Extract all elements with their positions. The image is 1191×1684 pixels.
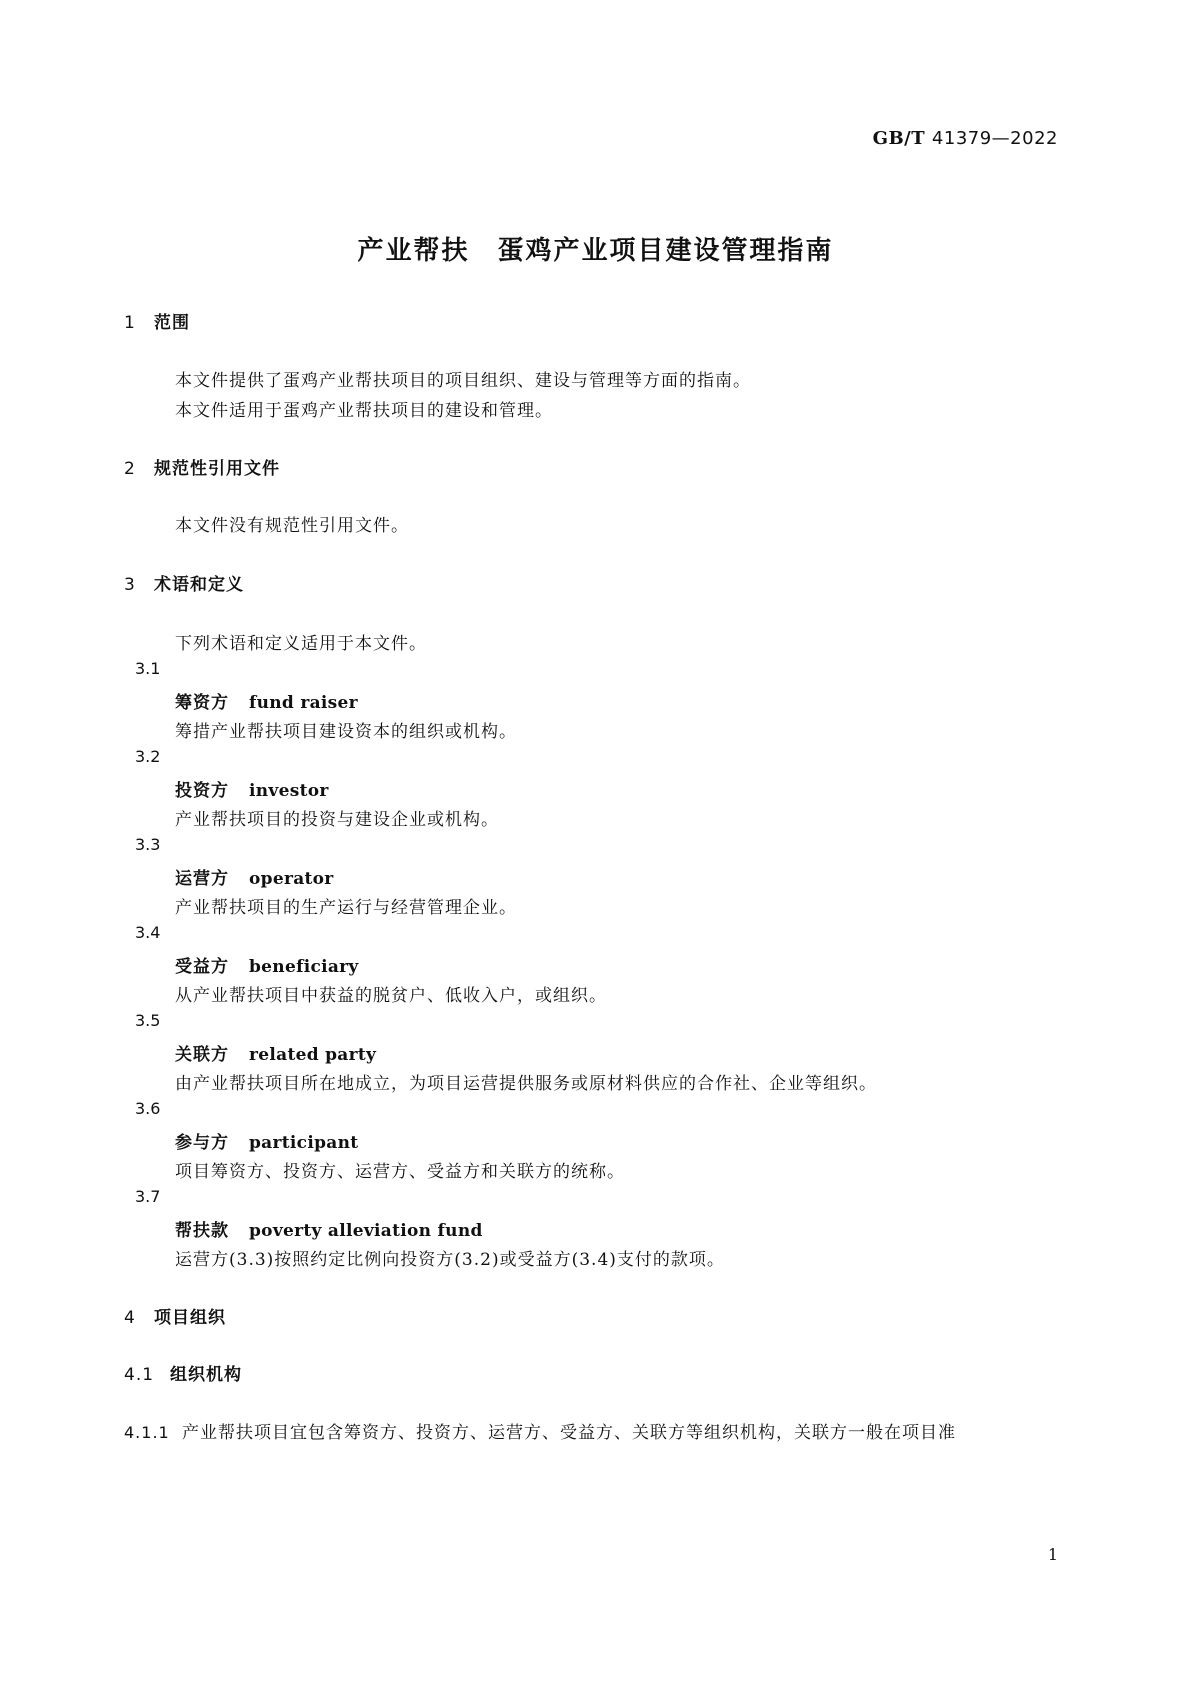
term-definition: 运营方(3.3)按照约定比例向投资方(3.2)或受益方(3.4)支付的款项。 xyxy=(175,1250,725,1270)
paragraph: 本文件没有规范性引用文件。 xyxy=(175,516,409,536)
standard-code: 41379—2022 xyxy=(931,128,1058,149)
term-number: 3.7 xyxy=(135,1187,161,1206)
section-title: 术语和定义 xyxy=(154,575,244,595)
section-4-heading xyxy=(124,1303,226,1328)
clause-4-1-1 xyxy=(124,1418,956,1443)
paragraph: 本文件提供了蛋鸡产业帮扶项目的项目组织、建设与管理等方面的指南。 xyxy=(175,371,751,391)
term-zh: 投资方 xyxy=(175,781,229,801)
term-en: beneficiary xyxy=(249,957,359,977)
term-entry xyxy=(175,952,359,977)
term-entry xyxy=(175,688,358,713)
term-number: 3.1 xyxy=(135,659,161,678)
term-definition: 由产业帮扶项目所在地成立，为项目运营提供服务或原材料供应的合作社、企业等组织。 xyxy=(175,1074,877,1094)
section-title: 范围 xyxy=(154,313,190,333)
term-definition: 项目筹资方、投资方、运营方、受益方和关联方的统称。 xyxy=(175,1162,625,1182)
term-entry xyxy=(175,864,334,889)
subsection-title: 组织机构 xyxy=(170,1365,242,1385)
term-number: 3.6 xyxy=(135,1099,161,1118)
term-definition: 从产业帮扶项目中获益的脱贫户、低收入户，或组织。 xyxy=(175,986,607,1006)
term-entry xyxy=(175,1128,358,1153)
paragraph: 本文件适用于蛋鸡产业帮扶项目的建设和管理。 xyxy=(175,401,553,421)
term-zh: 帮扶款 xyxy=(175,1221,229,1241)
section-number: 4 xyxy=(124,1308,136,1328)
term-zh: 运营方 xyxy=(175,869,229,889)
subsection-4-1-heading xyxy=(124,1360,242,1385)
term-entry xyxy=(175,1216,483,1241)
term-zh: 关联方 xyxy=(175,1045,229,1065)
term-zh: 受益方 xyxy=(175,957,229,977)
page-number: 1 xyxy=(1047,1545,1058,1564)
term-en: operator xyxy=(249,869,334,889)
term-definition: 产业帮扶项目的投资与建设企业或机构。 xyxy=(175,810,499,830)
term-en: investor xyxy=(249,781,329,801)
term-zh: 筹资方 xyxy=(175,693,229,713)
term-number: 3.5 xyxy=(135,1011,161,1030)
term-zh: 参与方 xyxy=(175,1133,229,1153)
section-title: 项目组织 xyxy=(154,1308,226,1328)
clause-text: 产业帮扶项目宜包含筹资方、投资方、运营方、受益方、关联方等组织机构，关联方一般在项目准 xyxy=(182,1423,956,1443)
section-2-heading xyxy=(124,454,280,479)
term-number: 3.3 xyxy=(135,835,161,854)
clause-number: 4.1.1 xyxy=(124,1423,170,1442)
section-number: 3 xyxy=(124,575,136,595)
section-number: 2 xyxy=(124,459,136,479)
standard-number xyxy=(873,128,1058,149)
standard-prefix: GB/T xyxy=(872,128,926,149)
term-definition: 筹措产业帮扶项目建设资本的组织或机构。 xyxy=(175,722,517,742)
document-title: 产业帮扶 蛋鸡产业项目建设管理指南 xyxy=(357,236,834,266)
section-1-heading xyxy=(124,308,190,333)
term-en: fund raiser xyxy=(249,693,358,713)
term-definition: 产业帮扶项目的生产运行与经营管理企业。 xyxy=(175,898,517,918)
term-en: participant xyxy=(249,1133,359,1153)
term-number: 3.4 xyxy=(135,923,161,942)
term-entry xyxy=(175,776,329,801)
subsection-number: 4.1 xyxy=(124,1365,155,1385)
term-en: related party xyxy=(249,1045,377,1065)
section-number: 1 xyxy=(124,313,136,333)
paragraph: 下列术语和定义适用于本文件。 xyxy=(175,634,427,654)
term-en: poverty alleviation fund xyxy=(249,1221,483,1241)
term-entry xyxy=(175,1040,376,1065)
term-number: 3.2 xyxy=(135,747,161,766)
section-title: 规范性引用文件 xyxy=(154,459,280,479)
section-3-heading xyxy=(124,570,244,595)
